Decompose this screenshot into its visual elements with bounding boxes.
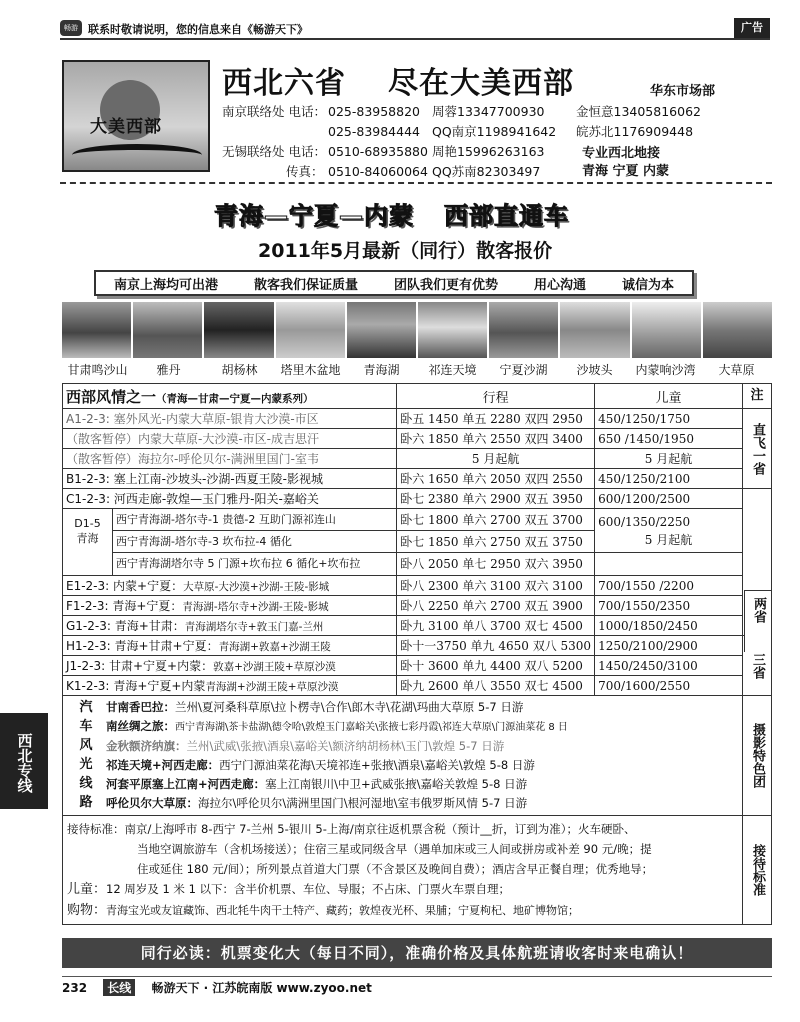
special-line: 祁连天境+河西走廊：西宁门源油菜花海\天境祁连+张掖\酒泉\嘉峪关\敦煌 5-8 日游	[106, 758, 535, 772]
slogan-bar	[94, 270, 694, 296]
photo-caption: 宁夏沙湖	[499, 363, 548, 377]
slogan: 团队我们更有优势	[393, 277, 498, 293]
child-price: 700/1550 /2200	[595, 576, 743, 596]
specialty-line2: 青海 宁夏 内蒙	[582, 164, 670, 179]
child-price: 5 月起航	[644, 533, 693, 547]
itinerary-price: 卧七 2380 单六 2900 双五 3950	[397, 489, 595, 509]
photo-xiangshawan	[632, 302, 701, 358]
ad-label: 广告	[734, 18, 770, 38]
swoosh-icon	[72, 144, 202, 166]
terms-line: 当地空调旅游车（含机场接送）；住宿三星或同级含早（遇单加床或三人间或拼房或补差 90 元/晚；提	[137, 842, 652, 856]
itinerary-price: 卧八 2250 单六 2700 双五 3900	[397, 596, 595, 616]
table-row: A1-2-3: 塞外风光-内蒙大草原-银肯大沙漠-市区	[63, 409, 397, 429]
table-title	[63, 384, 397, 409]
col-child: 儿童	[595, 384, 743, 409]
col-itinerary: 行程	[397, 384, 595, 409]
itinerary-price: 卧七 1800 单六 2700 双五 3700	[397, 509, 594, 531]
photo-caption: 祁连天境	[428, 363, 477, 377]
table-row: C1-2-3: 河西走廊-敦煌—玉门雅丹-阳关-嘉峪关	[63, 489, 397, 509]
itinerary-price: 卧十 3600 单九 4400 双八 5200	[397, 656, 595, 676]
itinerary-price: 卧八 2300 单六 3100 双六 3100	[397, 576, 595, 596]
photo-lake	[347, 302, 416, 358]
table-row: B1-2-3: 塞上江南-沙坡头-沙湖-西夏王陵-影视城	[63, 469, 397, 489]
itinerary-price: 卧九 2600 单八 3550 双七 4500	[397, 676, 595, 696]
itinerary-price: 卧九 3100 单八 3700 双七 4500	[397, 616, 595, 636]
photo-shahu	[489, 302, 558, 358]
contact-fax: 0510-84060064	[328, 164, 428, 179]
table-row: （散客暂停）海拉尔-呼伦贝尔-满洲里国门-室韦	[63, 449, 397, 469]
child-terms: 12 周岁及 1 米 1 以下：含半价机票、车位、导服；不占床、门票火车票自理；	[106, 882, 511, 896]
slogan: 诚信为本	[621, 277, 674, 293]
table-row: H1-2-3: 青海+甘肃+宁夏：青海湖+敦嘉+沙湖王陵	[63, 636, 397, 656]
child-price: 1000/1850/2450	[595, 616, 743, 636]
d-route-2: 西宁青海湖-塔尔寺-3 坎布拉-4 循化	[113, 531, 396, 553]
page-footer	[62, 976, 772, 994]
photo-caption: 大草原	[718, 363, 755, 377]
shop-label: 购物：	[67, 903, 107, 918]
department: 华东市场部	[650, 84, 716, 99]
page-number: 232	[62, 981, 88, 995]
d-series-label: D1-5 青海	[63, 509, 113, 575]
child-price: 450/1250/1750	[595, 409, 743, 429]
special-lines	[63, 696, 743, 816]
child-price: 5 月起航	[595, 449, 743, 469]
special-line: 呼伦贝尔大草原：海拉尔\呼伦贝尔\满洲里国门\根河湿地\室韦俄罗斯风情 5-7 日游	[106, 796, 528, 810]
photo-strip	[62, 302, 772, 358]
special-line: 甘南香巴拉：兰州\夏河桑科草原\拉卜楞寺\合作\郎木寺\花湖\玛曲大草原 5-7 日游	[106, 700, 524, 714]
d-route-1: 西宁青海湖-塔尔寺-1 贵德-2 互助门源祁连山	[113, 509, 396, 531]
price-table	[62, 383, 772, 925]
terms-block	[63, 816, 743, 925]
logo-text: 大美西部	[90, 117, 162, 137]
special-line: 河套平原塞上江南+河西走廊：塞上江南银川\中卫+武威张掖\嘉峪关敦煌 5-8 日游	[106, 777, 528, 791]
top-bar	[60, 18, 770, 40]
contact-wuxi-phone: 0510-68935880	[328, 144, 428, 159]
photo-desert	[62, 302, 131, 358]
itinerary-price: 卧六 1850 单六 2550 双四 3400	[397, 429, 595, 449]
headline-left: 西北六省	[222, 66, 346, 101]
itinerary-price: 卧五 1450 单五 2280 双四 2950	[397, 409, 595, 429]
contact-extra2: 皖苏北1176909448	[576, 124, 694, 139]
itinerary-price: 卧八 2050 单七 2950 双六 3950	[400, 557, 583, 571]
table-row: J1-2-3: 甘肃+宁夏+内蒙：敦嘉+沙湖王陵+草原沙漠	[63, 656, 397, 676]
note-three: 三省	[742, 636, 771, 696]
contact-person4: QQ苏南82303497	[432, 164, 541, 179]
route-banner-left: 青海—宁夏—内蒙	[214, 202, 414, 230]
warning-bar: 同行必读：机票变化大（每日不同），准确价格及具体航班请收客时来电确认！	[62, 938, 772, 968]
photo-caption: 胡杨林	[221, 363, 258, 377]
contact-nanjing-label: 南京联络处 电话：	[222, 104, 326, 119]
source-notice: 联系时敬请说明，您的信息来自《畅游天下》	[88, 23, 308, 36]
note-terms: 接待标准	[742, 816, 771, 925]
child-price: 600/1200/2500	[595, 489, 743, 509]
table-title-main: 西部风情之一	[66, 387, 157, 406]
specialty-line1: 专业西北地接	[582, 146, 661, 161]
contact-extra1: 金恒意13405816062	[576, 104, 701, 119]
contact-nanjing-phone2: 025-83984444	[328, 124, 420, 139]
headline	[222, 58, 574, 102]
magazine-info: 畅游天下 · 江苏皖南版 www.zyoo.net	[151, 981, 372, 995]
special-side-label: 汽 车 风 光 线 路	[79, 700, 93, 810]
child-price: 1250/2100/2900	[595, 636, 743, 656]
itinerary-price: 卧十一3750 单九 4650 双八 5300	[397, 636, 595, 656]
section-label: 长线	[103, 979, 135, 996]
col-note: 注	[742, 384, 771, 409]
contact-person2: QQ南京1198941642	[432, 124, 557, 139]
child-price: 600/1350/2250	[598, 515, 691, 529]
terms-line: 住或延住 180 元/间）；所列景点首道大门票（不含景区及晚间自费）；酒店含早正餐自理；优秀地导；	[137, 862, 654, 876]
contact-nanjing-phone1: 025-83958820	[328, 104, 420, 119]
table-row: F1-2-3: 青海+宁夏：青海湖-塔尔寺+沙湖-王陵-影城	[63, 596, 397, 616]
child-price: 700/1550/2350	[595, 596, 743, 616]
child-price: 650 /1450/1950	[595, 429, 743, 449]
table-row: （散客暂停）内蒙大草原-大沙漠-市区-成吉思汗	[63, 429, 397, 449]
company-logo	[62, 60, 210, 172]
child-price: 1450/2450/3100	[595, 656, 743, 676]
itinerary-price: 5 月起航	[397, 449, 595, 469]
photo-caption: 青海湖	[363, 363, 400, 377]
slogan: 用心沟通	[533, 277, 586, 293]
shop-terms: 青海宝光或友谊藏饰、西北牦牛肉干土特产、藏药；敦煌夜光杯、果脯；宁夏枸杞、地矿博物馆；	[106, 904, 580, 917]
photo-yadan	[133, 302, 202, 358]
table-row: K1-2-3: 青海+宁夏+内蒙青海湖+沙湖王陵+草原沙漠	[63, 676, 397, 696]
photo-grassland	[703, 302, 772, 358]
photo-qilian	[418, 302, 487, 358]
divider	[60, 182, 772, 184]
route-banner	[214, 196, 569, 231]
photo-poplar	[204, 302, 273, 358]
slogan: 南京上海均可出港	[113, 277, 218, 293]
table-row: E1-2-3: 内蒙+宁夏：大草原-大沙漠+沙湖-王陵-影城	[63, 576, 397, 596]
contact-fax-label: 传真：	[286, 164, 324, 179]
table-title-sub: （青海—甘肃—宁夏—内蒙系列）	[156, 392, 314, 405]
special-line: 南丝绸之旅：西宁青海湖\茶卡盐湖\德令哈\敦煌玉门嘉峪关\张掖七彩丹霞\祁连大草原\门源油菜花 8 日	[106, 719, 568, 733]
terms-line: 南京/上海呼市 8-西宁 7-兰州 5-银川 5-上海/南京往返机票含税（预计__折，订到为准）；火车硬卧、	[124, 822, 636, 836]
photo-caption: 内蒙响沙湾	[635, 363, 696, 377]
note-two: 两省	[744, 590, 772, 652]
photo-basin	[276, 302, 345, 358]
slogan: 散客我们保证质量	[253, 277, 358, 293]
price-banner: 2011年5月最新（同行）散客报价	[258, 240, 553, 262]
note-direct: 直飞一省	[742, 409, 771, 489]
route-banner-right: 西部直通车	[444, 202, 569, 230]
photo-caption: 沙坡头	[576, 363, 613, 377]
itinerary-price: 卧七 1850 单六 2750 双五 3750	[397, 531, 594, 553]
contact-person1: 周蓉13347700930	[432, 104, 545, 119]
table-row: G1-2-3: 青海+甘肃：青海湖塔尔寺+敦玉门嘉-兰州	[63, 616, 397, 636]
child-price: 450/1250/2100	[595, 469, 743, 489]
note-special: 摄影特色团	[742, 696, 771, 816]
photo-caption: 雅丹	[156, 363, 181, 377]
d-prices	[397, 509, 595, 576]
terms-label: 接待标准：	[67, 822, 125, 836]
special-line: 金秋额济纳旗：兰州\武威\张掖\酒泉\嘉峪关\额济纳胡杨林\玉门\敦煌 5-7 日游	[106, 739, 505, 753]
photo-caption: 塔里木盆地	[280, 363, 341, 377]
itinerary-price: 卧六 1650 单六 2050 双四 2550	[397, 469, 595, 489]
contact-wuxi-label: 无锡联络处 电话：	[222, 144, 326, 159]
photo-caption: 甘肃鸣沙山	[67, 363, 128, 377]
table-row	[63, 509, 397, 576]
contact-person3: 周艳15996263163	[432, 144, 545, 159]
d-route-3: 西宁青海湖塔尔寺 5 门源+坎布拉 6 循化+坎布拉	[116, 557, 361, 570]
magazine-logo-icon: 畅游	[60, 20, 82, 36]
side-tag: 西北专线	[0, 713, 48, 809]
photo-captions	[62, 361, 772, 378]
d-child	[595, 509, 743, 576]
child-price: 700/1600/2550	[595, 676, 743, 696]
child-label: 儿童：	[67, 882, 107, 897]
photo-shapotou	[560, 302, 629, 358]
headline-right: 尽在大美西部	[388, 66, 574, 101]
